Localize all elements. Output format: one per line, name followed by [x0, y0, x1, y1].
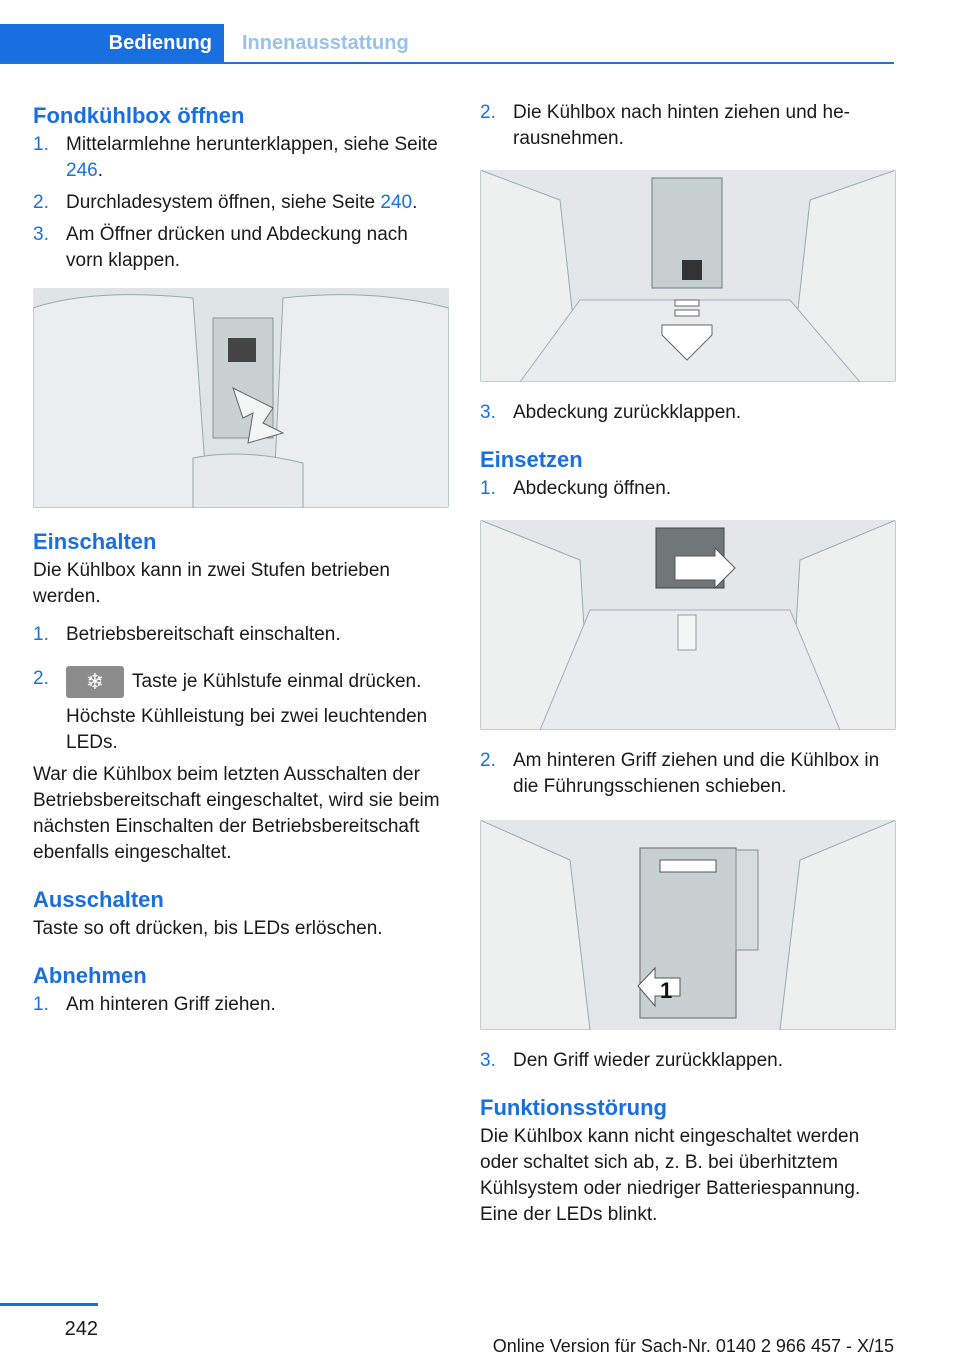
einschalten-paragraph: War die Kühlbox beim letzten Ausschalten der Betriebsbereitschaft eingeschaltet, wird sie beim nächsten Einschalten der Betriebsbereitschaft ebenfalls eingeschaltet. — [33, 764, 440, 863]
list-item — [33, 622, 449, 648]
funktionsstoerung-text: Die Kühlbox kann nicht eingeschaltet werden oder schaltet sich ab, z. B. bei überhitztem Kühlsystem oder niedriger Batteriespannung. Eine der LEDs blinkt. — [480, 1126, 861, 1225]
page-number: 242 — [64, 1318, 98, 1340]
figure-pull-out — [480, 170, 896, 382]
step-text: Abdeckung zurückklappen. — [513, 402, 742, 423]
footer-divider — [0, 1303, 98, 1306]
figure-callout-number: 1 — [660, 978, 673, 1003]
einschalten-intro: Die Kühlbox kann in zwei Stufen betrieben werden. — [33, 560, 391, 607]
snowflake-icon: ❄ — [66, 666, 124, 698]
steps-einsetzen — [480, 476, 896, 502]
step-number: 2. — [480, 102, 496, 123]
list-item — [480, 400, 896, 426]
list-item — [480, 1048, 896, 1074]
step-note: Höchste Kühlleistung bei zwei leuchtenden LEDs. — [66, 706, 428, 753]
step-number: 3. — [33, 224, 49, 245]
steps-close — [480, 400, 896, 426]
page-link[interactable]: 240 — [380, 192, 413, 213]
step-number: 3. — [480, 1050, 496, 1071]
step-number: 2. — [480, 750, 496, 771]
header-tabbar — [0, 24, 894, 64]
left-column — [33, 100, 449, 1024]
list-item — [480, 748, 896, 800]
steps-einsetzen-2 — [480, 748, 896, 800]
page-link[interactable]: 246 — [66, 160, 98, 181]
figure-insert-box — [480, 820, 896, 1030]
step-number: 1. — [33, 994, 49, 1015]
step-text: Mittelarmlehne herunterklappen, siehe Seite — [66, 134, 438, 155]
tab-innenausstattung[interactable]: Innenausstattung — [242, 32, 409, 54]
figure-cover-open — [480, 520, 896, 730]
section-title-einschalten: Einschalten — [33, 529, 157, 554]
section-title-abnehmen: Abnehmen — [33, 963, 147, 988]
list-item — [480, 476, 896, 502]
step-text: Taste je Kühlstufe einmal drücken. — [132, 671, 422, 693]
step-number: 2. — [33, 668, 49, 689]
step-number: 2. — [33, 192, 49, 213]
ausschalten-text: Taste so oft drücken, bis LEDs erlöschen. — [33, 918, 383, 939]
step-number: 1. — [33, 134, 49, 155]
step-number: 1. — [480, 478, 496, 499]
step-text-end: . — [412, 192, 418, 213]
section-title-einsetzen: Einsetzen — [480, 447, 583, 472]
section-title-ausschalten: Ausschalten — [33, 887, 164, 912]
list-item — [33, 992, 449, 1018]
list-item — [33, 190, 449, 216]
list-item — [33, 666, 449, 756]
step-text: Durchladesystem öffnen, siehe Seite — [66, 192, 381, 213]
section-title-fondkuehlbox: Fondkühlbox öffnen — [33, 103, 245, 128]
section-title-funktionsstoerung: Funktionsstörung — [480, 1095, 667, 1120]
footer-version: Online Version für Sach-Nr. 0140 2 966 457 - X/15 — [492, 1336, 894, 1356]
steps-abnehmen — [33, 992, 449, 1018]
step-text: Den Griff wieder zurückklappen. — [513, 1050, 783, 1071]
step-text: Am Öffner drücken und Abdeckung nach vorn klappen. — [66, 224, 408, 271]
step-text: Betriebsbereitschaft einschalten. — [66, 624, 341, 645]
figure-armrest-open — [33, 288, 449, 508]
list-item — [33, 222, 449, 274]
step-text: Am hinteren Griff ziehen und die Kühlbox in die Führungsschienen schieben. — [513, 750, 880, 797]
step-text: Die Kühlbox nach hinten ziehen und herausnehmen. — [513, 102, 850, 149]
right-column — [480, 100, 896, 1228]
list-item — [33, 132, 449, 184]
step-text: Abdeckung öffnen. — [513, 478, 672, 499]
step-number: 1. — [33, 624, 49, 645]
steps-open — [33, 132, 449, 274]
step-text-end: . — [97, 160, 103, 181]
steps-einschalten — [33, 622, 449, 756]
steps-remove — [480, 100, 896, 152]
tab-bedienung[interactable]: Bedienung — [0, 24, 224, 62]
list-item — [480, 100, 896, 152]
steps-einsetzen-3 — [480, 1048, 896, 1074]
step-number: 3. — [480, 402, 496, 423]
step-text: Am hinteren Griff ziehen. — [66, 994, 276, 1015]
